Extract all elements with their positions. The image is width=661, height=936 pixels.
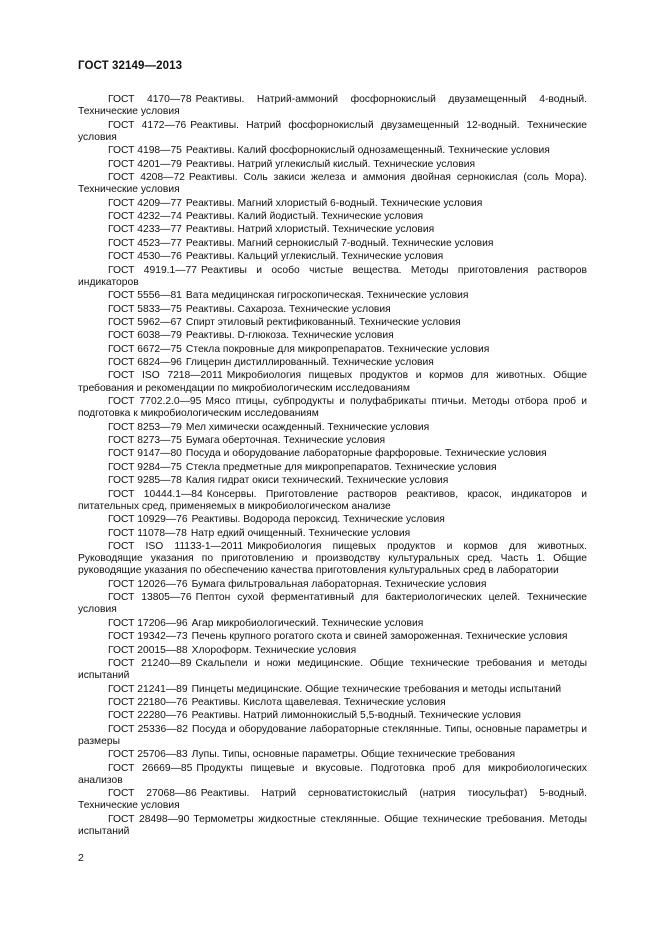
standard-code: ГОСТ 6824—96 [108,357,182,369]
reference-entry [78,238,587,250]
standard-title: Реактивы. Водорода пероксид. Технические условия [191,514,445,526]
reference-entry [78,631,587,643]
standard-title: Скальпели и ножи медицинские. Общие технические требования и методы испытаний [78,657,587,682]
reference-entry [78,658,587,682]
standard-title: Реактивы. Калий йодистый. Технические условия [185,210,424,222]
standard-code: ГОСТ 4198—75 [108,145,182,157]
standard-code: ГОСТ 4233—77 [108,224,182,236]
reference-entry [78,618,587,630]
standard-code: ГОСТ 4530—76 [108,251,182,263]
standard-title: Реактивы. Кислота щавелевая. Технические условия [191,696,446,708]
standard-title: Реактивы. Магний сернокислый 7-водный. Технические условия [185,237,494,249]
standard-title: Мясо птицы, субпродукты и полуфабрикаты птичьи. Методы отбора проб и подготовка к микробиологическим исследованиям [78,396,587,420]
standard-code: ГОСТ 17206—96 [108,617,188,629]
page-number: 2 [78,852,84,864]
standard-code: ГОСТ 4201—79 [108,158,182,170]
standard-code: ГОСТ 7702.2.0—95 [108,396,202,408]
standard-title: Натр едкий очищенный. Технические условия [190,527,411,539]
standard-code: ГОСТ 22280—76 [108,710,188,722]
reference-entry [78,448,587,460]
standard-code: ГОСТ 4209—77 [108,197,182,209]
standard-code: ГОСТ 10444.1—84 [108,488,203,500]
standard-title: Посуда и оборудование лабораторные стеклянные. Типы, основные параметры и размеры [78,723,587,747]
reference-entry [78,370,587,394]
standard-code: ГОСТ 4170—78 [108,94,192,105]
standard-code: ГОСТ 19342—73 [108,631,188,643]
reference-entry [78,514,587,526]
reference-entry [78,528,587,540]
standard-code: ГОСТ 25706—83 [108,749,188,761]
reference-entry [78,198,587,210]
standard-code: ГОСТ 27068—86 [108,788,197,800]
standard-title: Реактивы. D-глюкоза. Технические условия [185,330,394,342]
reference-entry [78,357,587,369]
standard-title: Реактивы и особо чистые вещества. Методы приготовления растворов индикаторов [78,264,587,288]
reference-entry [78,251,587,263]
standard-title: Калия гидрат окиси технический. Технические условия [185,475,449,487]
standard-title: Консервы. Приготовление растворов реактивов, красок, индикаторов и питательных сред, применяемых в микробиологическом анализе [78,488,587,512]
standard-code: ГОСТ 8253—79 [108,421,182,433]
reference-entry [78,211,587,223]
standard-title: Реактивы. Калий фосфорнокислый однозамещенный. Технические условия [185,145,550,157]
standard-code: ГОСТ 4232—74 [108,210,182,222]
reference-entry [78,710,587,722]
reference-entry [78,94,587,118]
standard-title: Глицерин дистиллированный. Технические условия [185,357,434,369]
standard-code: ГОСТ 8273—75 [108,435,182,447]
reference-entry [78,159,587,171]
reference-entry [78,290,587,302]
standard-title: Реактивы. Натрий хлористый. Технические условия [185,224,435,236]
standard-title: Реактивы. Сахароза. Технические условия [185,303,391,315]
reference-entry [78,763,587,787]
reference-entry [78,645,587,657]
standard-title: Реактивы. Натрий серноватистокислый (натрия тиосульфат) 5-водный. Технические условия [78,788,587,812]
standard-title: Стекла предметные для микропрепаратов. Технические условия [185,461,497,473]
standard-code: ГОСТ 25336—82 [108,723,188,735]
standard-title: Лупы. Типы, основные параметры. Общие технические требования [191,749,516,761]
standard-code: ГОСТ 5962—67 [108,316,182,328]
reference-entry [78,814,587,838]
standard-code: ГОСТ 4523—77 [108,237,182,249]
standard-code: ГОСТ 9147—80 [108,448,182,460]
reference-entry [78,344,587,356]
reference-entry [78,422,587,434]
standard-code: ГОСТ ISO 7218—2011 [108,370,223,382]
standard-code: ГОСТ 21241—89 [108,683,188,695]
reference-entry [78,224,587,236]
reference-entry [78,724,587,748]
standard-code: ГОСТ 20015—88 [108,644,188,656]
standard-title: Агар микробиологический. Технические условия [191,617,424,629]
standard-title: Микробиология пищевых продуктов и кормов для животных. Общие требования и рекомендации по микробиологическим исследованиям [78,370,588,394]
reference-entry [78,396,587,420]
standard-code: ГОСТ 4208—72 [108,171,185,183]
reference-entry [78,330,587,342]
standard-title: Бумага оберточная. Технические условия [185,435,386,447]
standard-title: Реактивы. Магний хлористый 6-водный. Технические условия [185,197,483,209]
standard-code: ГОСТ 10929—76 [108,514,188,526]
standard-code: ГОСТ 5833—75 [108,303,182,315]
standard-title: Спирт этиловый ректификованный. Технические условия [185,316,461,328]
reference-list [78,94,587,839]
standard-code: ГОСТ 13805—76 [108,592,192,604]
reference-entry [78,788,587,812]
standard-title: Пептон сухой ферментативный для бактериологических целей. Технические условия [78,592,587,616]
reference-entry [78,749,587,761]
standard-title: Мел химически осажденный. Технические условия [185,421,430,433]
standard-title: Продукты пищевые и вкусовые. Подготовка проб для микробиологических анализов [78,762,587,786]
standard-code: ГОСТ 4919.1—77 [108,264,198,276]
reference-entry [78,462,587,474]
standard-code: ГОСТ 5556—81 [108,290,182,302]
standard-title: Реактивы. Натрий фосфорнокислый двузамещенный 12-водный. Технические условия [78,119,587,143]
reference-entry [78,317,587,329]
standard-code: ГОСТ 22180—76 [108,696,188,708]
standard-code: ГОСТ 28498—90 [108,813,190,825]
standard-title: Реактивы. Натрий-аммоний фосфорнокислый двузамещенный 4-водный. Технические условия [78,94,587,118]
reference-entry [78,145,587,157]
standard-code: ГОСТ 6672—75 [108,343,182,355]
reference-entry [78,684,587,696]
reference-entry [78,579,587,591]
standard-code: ГОСТ 26669—85 [108,762,193,774]
page-header-title: ГОСТ 32149—2013 [78,60,183,72]
standard-title: Пинцеты медицинские. Общие технические требования и методы испытаний [191,683,562,695]
standard-code: ГОСТ 21240—89 [108,657,192,669]
reference-entry [78,172,587,196]
standard-title: Реактивы. Натрий лимоннокислый 5,5-водный. Технические условия [191,710,521,722]
reference-entry [78,120,587,144]
standard-code: ГОСТ 12026—76 [108,578,188,590]
standard-title: Вата медицинская гигроскопическая. Технические условия [185,290,469,302]
reference-entry [78,304,587,316]
standard-title: Реактивы. Натрий углекислый кислый. Технические условия [185,158,476,170]
standard-title: Стекла покровные для микропрепаратов. Технические условия [185,343,490,355]
standard-code: ГОСТ 9284—75 [108,461,182,473]
standard-title: Печень крупного рогатого скота и свиней замороженная. Технические условия [191,631,568,643]
reference-entry [78,541,587,578]
standard-code: ГОСТ 9285—78 [108,475,182,487]
standard-title: Бумага фильтровальная лабораторная. Технические условия [191,578,487,590]
standard-code: ГОСТ ISO 11133-1—2011 [108,540,244,552]
reference-entry [78,435,587,447]
reference-entry [78,697,587,709]
standard-title: Термометры жидкостные стеклянные. Общие технические требования. Методы испытаний [78,813,587,838]
standard-title: Посуда и оборудование лабораторные фарфоровые. Технические условия [185,448,547,460]
standard-title: Микробиология пищевых продуктов и кормов для животных. Руководящие указания по приготовлению и производству культуральных сред. Часть 1. Общие руководящие указания по обеспечению качества приготовления культуральных сред в лаборатории [78,540,587,577]
standard-title: Хлороформ. Технические условия [191,644,357,656]
reference-entry [78,592,587,616]
standard-title: Реактивы. Кальций углекислый. Технические условия [185,251,444,263]
reference-entry [78,475,587,487]
standard-title: Реактивы. Соль закиси железа и аммония двойная сернокислая (соль Мора). Технические условия [78,171,587,196]
standard-code: ГОСТ 6038—79 [108,330,182,342]
reference-entry [78,489,587,513]
standard-code: ГОСТ 4172—76 [108,119,187,131]
standard-code: ГОСТ 11078—78 [108,527,187,539]
reference-entry [78,265,587,289]
